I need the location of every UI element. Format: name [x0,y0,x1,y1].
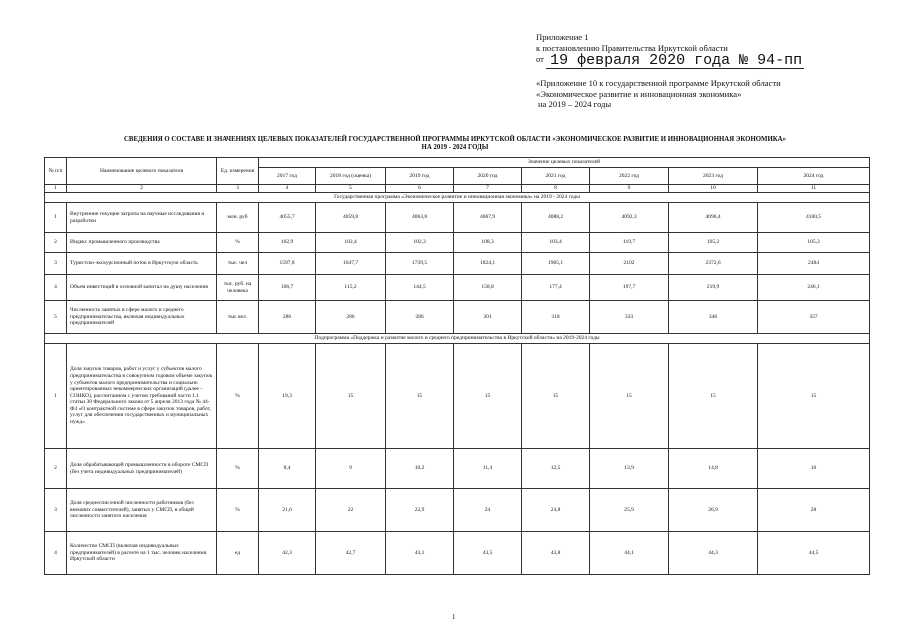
row-number-cell: 1 [45,203,67,233]
col-num-header: № п/п [45,158,67,185]
indicator-name-cell: Туристско-экскурсионный поток в Иркутскую область [67,253,217,275]
value-cell: 44,3 [669,532,758,575]
column-number: 8 [522,185,590,193]
value-cell: 15 [669,344,758,449]
value-cell: 286 [386,301,454,334]
table-row [45,532,870,575]
col-name-header: Наименование целевого показателя [67,158,217,185]
value-cell: 4088,2 [522,203,590,233]
value-cell: 9 [316,449,386,489]
year-header: 2020 год [454,168,522,185]
section-title-subprogram: Подпрограмма «Поддержка и развитие малого и среднего предпринимательства в Иркутской области» на 2019-2024 годы [45,334,870,344]
table-row [45,344,870,449]
value-cell: 318 [522,301,590,334]
table-row [45,489,870,532]
value-cell: 4055,7 [259,203,316,233]
unit-cell: % [217,344,259,449]
value-cell: 12,5 [522,449,590,489]
unit-cell: тыс. чел [217,253,259,275]
column-number: 7 [454,185,522,193]
value-cell: 333 [590,301,669,334]
indicator-name-cell: Численность занятых в сфере малого и среднего предпринимательства, включая индивидуальных предпринимателей [67,301,217,334]
value-cell: 22 [316,489,386,532]
program-line-3: на 2019 – 2024 годы [538,99,612,109]
value-cell: 286 [259,301,316,334]
value-cell: 15 [454,344,522,449]
row-number-cell: 2 [45,233,67,253]
year-header: 2021 год [522,168,590,185]
value-cell: 44,5 [758,532,870,575]
program-line-2: «Экономическое развитие и инновационная экономика» [536,88,742,99]
value-cell: 4067,9 [454,203,522,233]
row-number-cell: 2 [45,449,67,489]
value-cell: 43,8 [522,532,590,575]
value-cell: 177,4 [522,275,590,301]
column-numbers-row [45,185,870,193]
indicator-name-cell: Доля среднесписочной численности работников (без внешних совместителей), занятых у СМСП, в общей численности занятого населения [67,489,217,532]
value-cell: 4059,8 [316,203,386,233]
year-header: 2019 год [386,168,454,185]
value-cell: 119,7 [590,233,669,253]
value-cell: 102,3 [386,233,454,253]
value-cell: 2102 [590,253,669,275]
table-row [45,253,870,275]
section-row-subprogram [45,334,870,344]
value-cell: 10,2 [386,449,454,489]
value-cell: 15 [590,344,669,449]
value-cell: 44,1 [590,532,669,575]
value-cell: 4096,4 [669,203,758,233]
value-cell: 1905,1 [522,253,590,275]
page-number: 1 [452,613,456,621]
value-cell: 19,3 [259,344,316,449]
table-row [45,275,870,301]
value-cell: 4100,5 [758,203,870,233]
value-cell: 42,7 [316,532,386,575]
value-cell: 144,5 [386,275,454,301]
table-row [45,449,870,489]
value-cell: 197,7 [590,275,669,301]
value-cell: 16 [758,449,870,489]
unit-cell: % [217,233,259,253]
row-number-cell: 4 [45,532,67,575]
value-cell: 357 [758,301,870,334]
value-cell: 1739,5 [386,253,454,275]
date-prefix: от [536,54,544,64]
value-cell: 105,3 [758,233,870,253]
year-header: 2024 год [758,168,870,185]
indicator-name-cell: Индекс промышленного производства [67,233,217,253]
column-number: 1 [45,185,67,193]
value-cell: 15 [316,344,386,449]
table-row [45,233,870,253]
value-cell: 219,9 [669,275,758,301]
section-row-program [45,193,870,203]
unit-cell: млн. руб [217,203,259,233]
title-line-1: СВЕДЕНИЯ О СОСТАВЕ И ЗНАЧЕНИЯХ ЦЕЛЕВЫХ ПОКАЗАТЕЛЕЙ ГОСУДАРСТВЕННОЙ ПРОГРАММЫ ИРКУТСКОЙ ОБЛАСТИ «ЭКОНОМИЧЕСКОЕ РАЗВИТИЕ И ИННОВАЦИОННАЯ ЭКОНОМИКА» [124,136,786,143]
value-cell: 108,3 [454,233,522,253]
value-cell: 115,2 [316,275,386,301]
col-unit-header: Ед. измерения [217,158,259,185]
handwritten-date: 19 февраля 2020 года № 94-пп [546,53,804,69]
column-number: 9 [590,185,669,193]
value-cell: 28 [758,489,870,532]
document-header [536,32,896,110]
table-row [45,301,870,334]
row-number-cell: 3 [45,253,67,275]
value-cell: 26,9 [669,489,758,532]
row-number-cell: 3 [45,489,67,532]
value-cell: 15 [758,344,870,449]
value-cell: 1597,8 [259,253,316,275]
value-cell: 43,1 [386,532,454,575]
table-row [45,203,870,233]
unit-cell: % [217,489,259,532]
indicator-name-cell: Количество СМСП (включая индивидуальных предпринимателей) в расчете на 1 тыс. человек населения Иркутской области [67,532,217,575]
indicators-table [44,157,870,575]
appendix-label: Приложение 1 [536,32,589,42]
value-cell: 43,5 [454,532,522,575]
value-cell: 2484 [758,253,870,275]
value-cell: 11,4 [454,449,522,489]
decree-date-line [536,53,896,69]
value-cell: 25,9 [590,489,669,532]
document-title [80,136,830,152]
value-cell: 22,9 [386,489,454,532]
indicator-name-cell: Объем инвестиций в основной капитал на душу населения [67,275,217,301]
value-cell: 13,9 [590,449,669,489]
program-line-1: «Приложение 10 к государственной программе Иркутской области [536,78,781,88]
unit-cell: % [217,449,259,489]
value-cell: 21,6 [259,489,316,532]
year-header: 2023 год [669,168,758,185]
value-cell: 15 [522,344,590,449]
value-cell: 103,4 [522,233,590,253]
decree-label: к постановлению Правительства Иркутской области [536,42,728,53]
values-header: Значение целевых показателей [259,158,870,168]
row-number-cell: 5 [45,301,67,334]
value-cell: 14,8 [669,449,758,489]
header-row-1 [45,158,870,168]
value-cell: 102,9 [259,233,316,253]
column-number: 10 [669,185,758,193]
unit-cell: тыс. руб. на человека [217,275,259,301]
year-header: 2018 год (оценка) [316,168,386,185]
value-cell: 1647,7 [316,253,386,275]
value-cell: 1824,1 [454,253,522,275]
indicator-name-cell: Внутренние текущие затраты на научные исследования и разработки [67,203,217,233]
value-cell: 106,7 [259,275,316,301]
value-cell: 105,2 [669,233,758,253]
value-cell: 15 [386,344,454,449]
title-line-2: НА 2019 - 2024 ГОДЫ [421,144,489,152]
value-cell: 246,1 [758,275,870,301]
column-number: 2 [67,185,217,193]
value-cell: 42,3 [259,532,316,575]
year-header: 2022 год [590,168,669,185]
value-cell: 4092,3 [590,203,669,233]
column-number: 6 [386,185,454,193]
value-cell: 301 [454,301,522,334]
unit-cell: ед [217,532,259,575]
value-cell: 8,4 [259,449,316,489]
value-cell: 24 [454,489,522,532]
value-cell: 286 [316,301,386,334]
value-cell: 346 [669,301,758,334]
row-number-cell: 1 [45,344,67,449]
column-number: 5 [316,185,386,193]
year-header: 2017 год [259,168,316,185]
row-number-cell: 4 [45,275,67,301]
indicator-name-cell: Доля закупок товаров, работ и услуг у субъектов малого предпринимательства в совокупном годовом объеме закупок у субъектов малого предпринимательства и социально ориентированных некоммерческих организаций (далее - СОНКО), рассчитанном с учетом требований части 1.1 статьи 30 Федерального закона от 5 апреля 2013 года № 44-ФЗ «О контрактной системе в сфере закупок товаров, работ, услуг для обеспечения государственных и муниципальных нужд» [67,344,217,449]
section-title-program: Государственная программа «Экономическое развитие и инновационная экономика» на 2019 - 2024 годы [45,193,870,203]
value-cell: 24,8 [522,489,590,532]
column-number: 4 [259,185,316,193]
indicator-name-cell: Доля обрабатывающей промышленности в обороте СМСП (без учета индивидуальных предпринимателей) [67,449,217,489]
value-cell: 158,8 [454,275,522,301]
value-cell: 2372,6 [669,253,758,275]
value-cell: 4063,8 [386,203,454,233]
unit-cell: тыс.чел. [217,301,259,334]
column-number: 3 [217,185,259,193]
column-number: 11 [758,185,870,193]
value-cell: 102,4 [316,233,386,253]
